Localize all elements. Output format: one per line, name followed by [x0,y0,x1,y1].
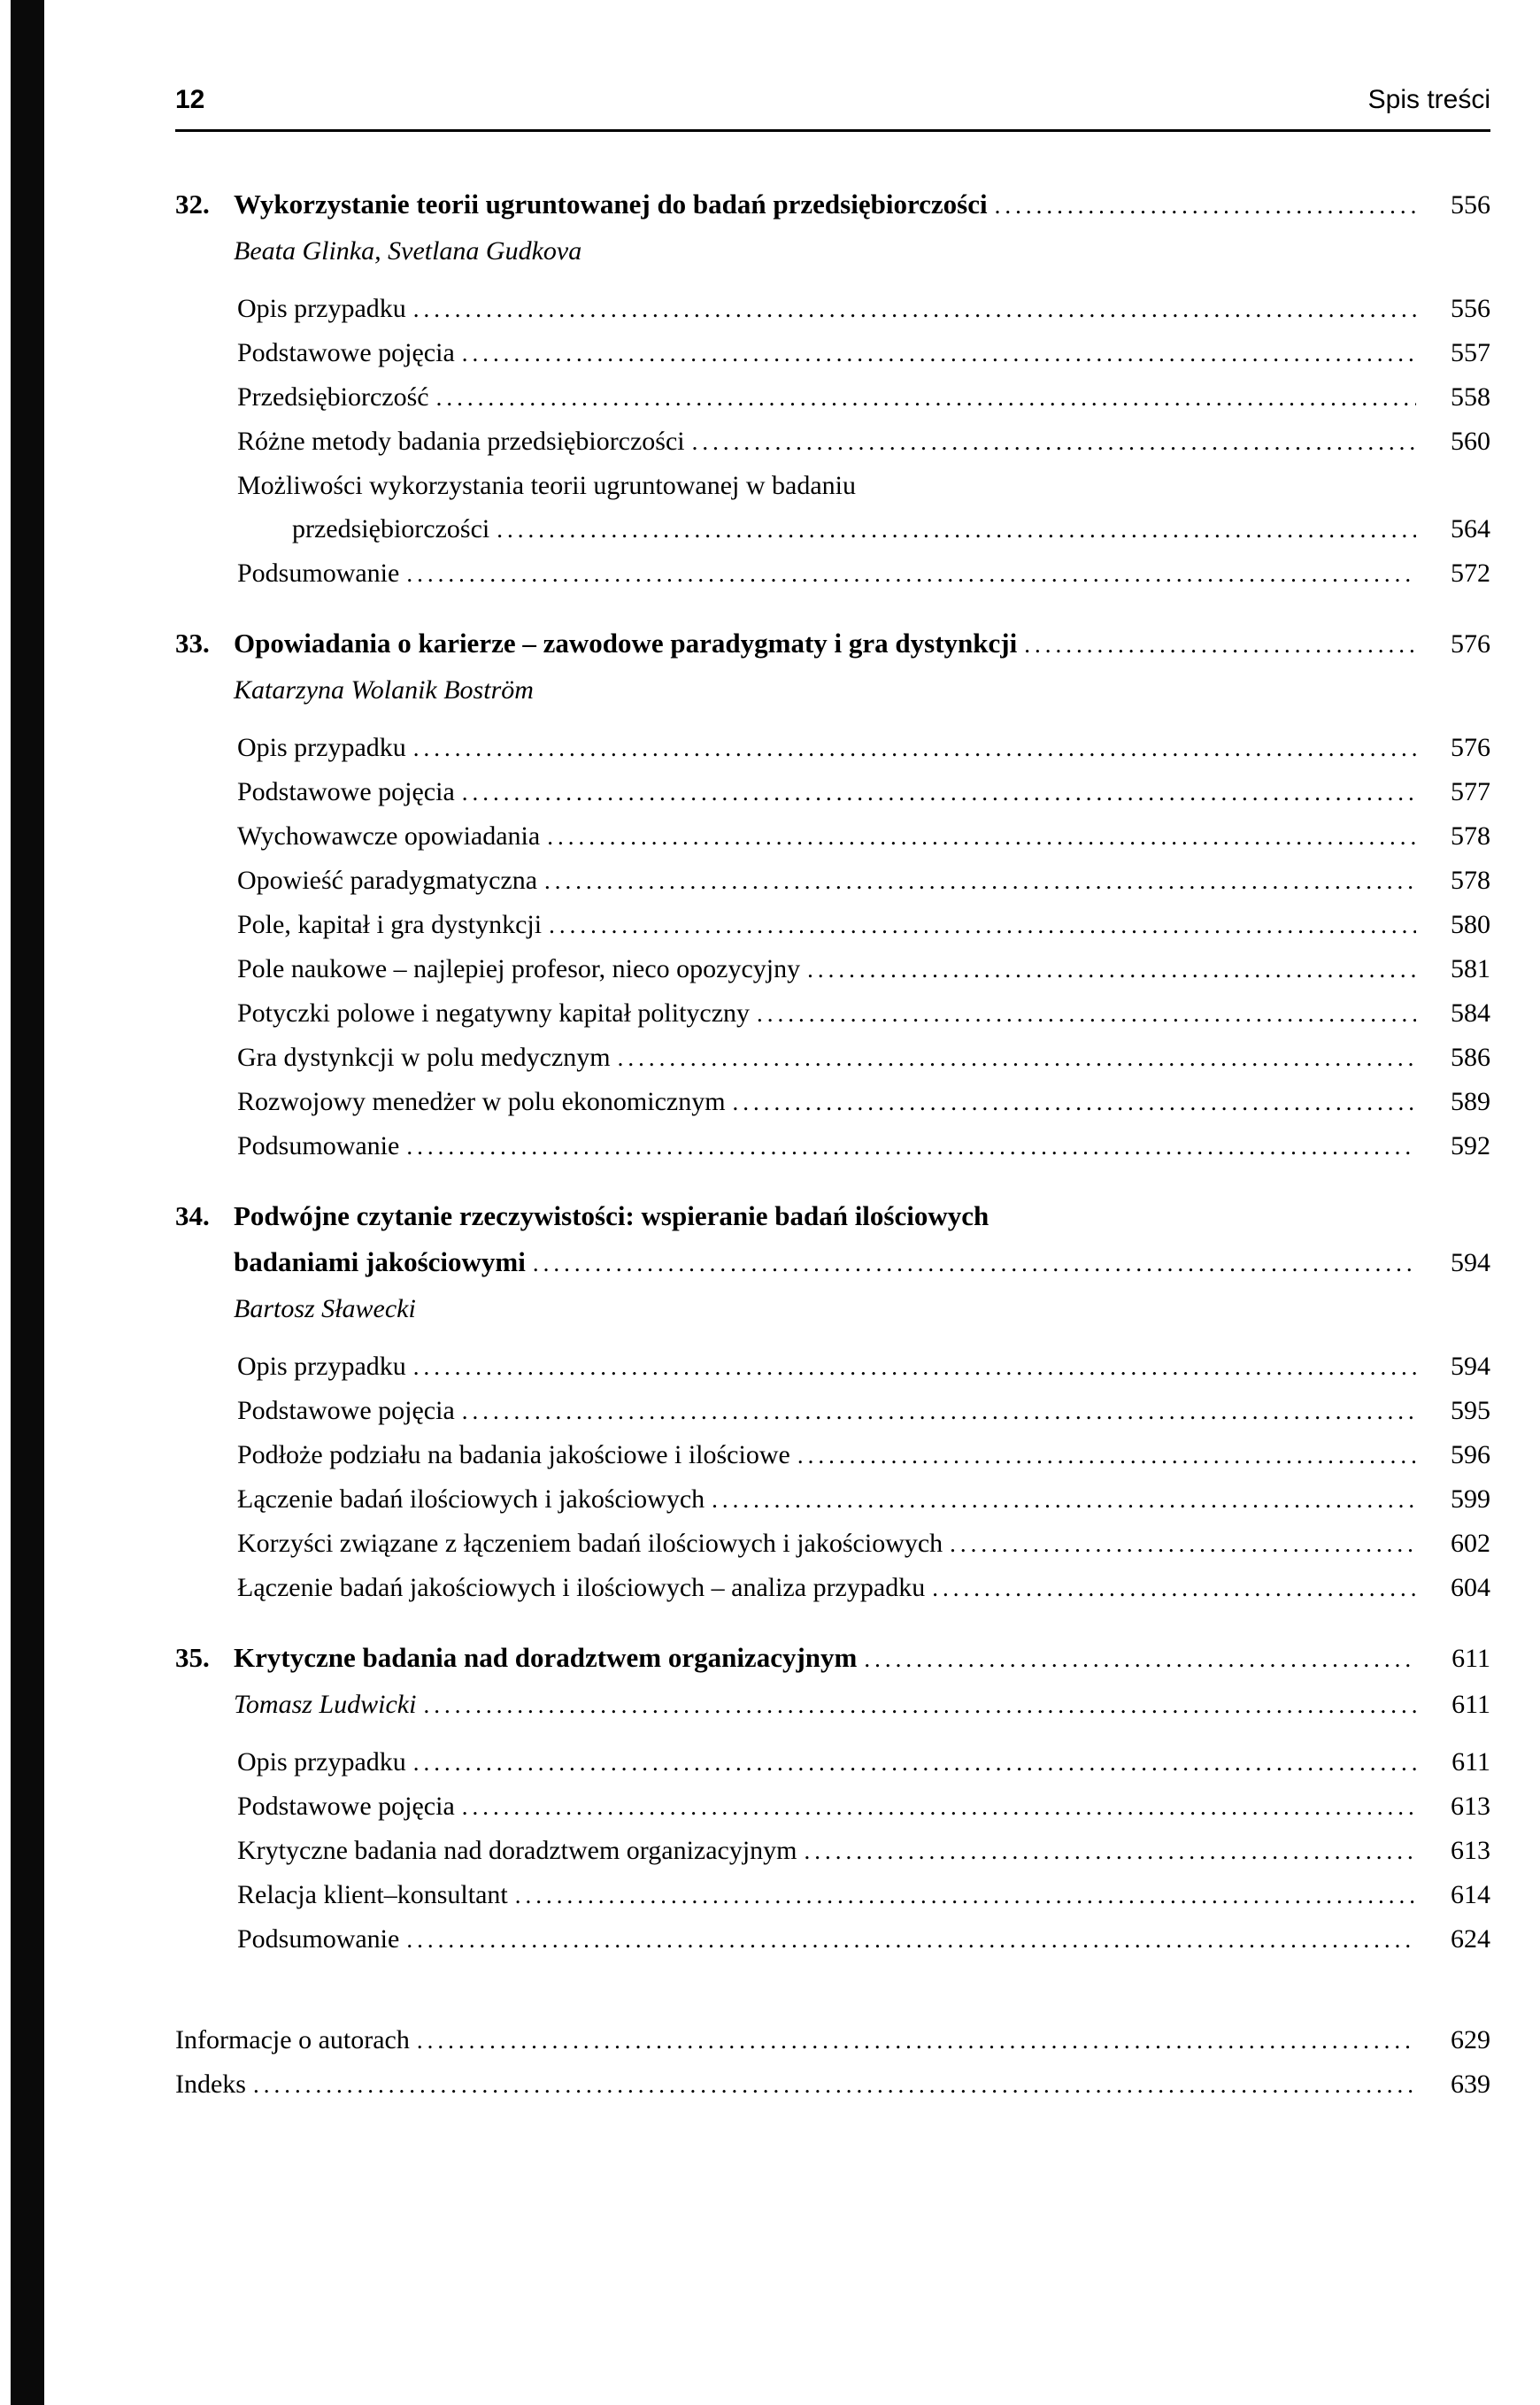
toc-entry [175,1784,1490,1829]
dot-leader [436,376,1416,420]
chapter-title-line-label: Krytyczne badania nad doradztwem organizacyjnym [234,1642,858,1673]
chapter-title-line-label: Wykorzystanie teorii ugruntowanej do badań przedsiębiorczości [234,189,988,220]
back-matter-entry [175,2062,1490,2107]
entry-page-number: 581 [1451,954,1490,983]
entry-page-number: 576 [1451,629,1490,659]
toc-entry [175,464,1490,507]
dot-leader [413,1741,1416,1784]
chapter-number: 35. [175,1642,210,1673]
entry-page-number: 558 [1451,382,1490,412]
toc-entry [175,903,1490,947]
toc-entry [175,814,1490,859]
entry-page-number: 611 [1451,1690,1490,1719]
toc-entry-label: Łączenie badań jakościowych i ilościowych – analiza przypadku [237,1573,926,1602]
entry-page-number: 578 [1451,866,1490,895]
dot-leader [533,1240,1416,1286]
chapter-title-line [175,1239,1490,1286]
chapter-author [175,1682,1490,1728]
toc-entry [175,1522,1490,1566]
toc-entry-label: Pole, kapitał i gra dystynkcji [237,910,543,939]
chapter-author [175,1286,1490,1332]
chapter-author-label: Bartosz Sławecki [234,1294,416,1323]
toc-chapter [175,1635,1490,1962]
toc-entry [175,1433,1490,1477]
chapter-entries [175,726,1490,1168]
dot-leader [413,288,1416,331]
entry-page-number: 596 [1451,1440,1490,1469]
entry-page-number: 586 [1451,1043,1490,1072]
dot-leader [253,2063,1416,2107]
chapter-number: 32. [175,189,210,220]
chapter-title-line [175,621,1490,667]
dot-leader [423,1682,1416,1728]
entry-page-number: 564 [1451,514,1490,543]
toc-entry-label: Przedsiębiorczość [237,382,429,412]
entry-page-number: 639 [1451,2070,1490,2099]
dot-leader [462,1785,1416,1829]
dot-leader [950,1522,1416,1566]
dot-leader [515,1874,1416,1917]
entry-page-number: 624 [1451,1924,1490,1954]
entry-page-number: 589 [1451,1087,1490,1116]
toc-entry [175,507,1490,551]
toc-entry-label: Krytyczne badania nad doradztwem organizacyjnym [237,1836,797,1865]
toc-entry-label: Podstawowe pojęcia [237,1396,455,1425]
toc-entry [175,1873,1490,1917]
toc-entry-label: Różne metody badania przedsiębiorczości [237,427,685,456]
chapter-title-line-label: badaniami jakościowymi [234,1246,526,1277]
header-title: Spis treści [1367,85,1490,114]
dot-leader [462,1390,1416,1433]
chapter-title-line-label: Podwójne czytanie rzeczywistości: wspieranie badań ilościowych [234,1200,989,1231]
toc-entry [175,375,1490,420]
dot-leader [417,2019,1416,2062]
toc-entry [175,1829,1490,1873]
dot-leader [807,948,1416,991]
scan-artifact-bar [11,0,44,2405]
dot-leader [549,904,1416,947]
toc-entry [175,331,1490,375]
dot-leader [618,1037,1416,1080]
entry-page-number: 613 [1451,1836,1490,1865]
toc-entry-label: Potyczki polowe i negatywny kapitał polityczny [237,998,751,1028]
toc-entry [175,1345,1490,1389]
dot-leader [547,815,1416,859]
entry-page-number: 613 [1451,1792,1490,1821]
toc-entry-label: Opis przypadku [237,1352,406,1381]
toc-entry-label: Wychowawcze opowiadania [237,821,541,851]
entry-page-number: 572 [1451,559,1490,588]
toc-chapter [175,1193,1490,1610]
toc-entry [175,991,1490,1036]
toc-entry [175,1477,1490,1522]
page-header [175,0,1490,132]
toc-entry [175,287,1490,331]
entry-page-number: 556 [1451,190,1490,220]
chapter-number: 33. [175,628,210,659]
entry-page-number: 602 [1451,1529,1490,1558]
toc-entry [175,1036,1490,1080]
toc-entry [175,1124,1490,1168]
dot-leader [805,1830,1416,1873]
entry-page-number: 584 [1451,998,1490,1028]
entry-page-number: 611 [1451,1747,1490,1777]
dot-leader [1024,621,1416,667]
toc-entry [175,1740,1490,1784]
dot-leader [497,508,1416,551]
dot-leader [864,1636,1416,1682]
entry-page-number: 592 [1451,1131,1490,1160]
toc-entry [175,1917,1490,1962]
toc-entry [175,551,1490,596]
chapter-title-line [175,1635,1490,1682]
entry-page-number: 578 [1451,821,1490,851]
toc-entry-label: Podstawowe pojęcia [237,777,455,806]
dot-leader [406,1125,1416,1168]
dot-leader [462,771,1416,814]
toc-entry-label: Korzyści związane z łączeniem badań ilościowych i jakościowych [237,1529,943,1558]
back-matter-entry-label: Informacje o autorach [175,2025,410,2054]
toc-entry-label: Opis przypadku [237,1747,406,1777]
entry-page-number: 560 [1451,427,1490,456]
toc-entry-label: Podsumowanie [237,559,400,588]
chapter-author-label: Beata Glinka, Svetlana Gudkova [234,236,582,266]
toc-entry-label: Możliwości wykorzystania teorii ugruntowanej w badaniu [237,471,856,500]
entry-page-number: 611 [1451,1644,1490,1673]
chapter-author [175,228,1490,274]
dot-leader [413,1345,1416,1389]
entry-page-number: 580 [1451,910,1490,939]
chapter-title-line [175,1193,1490,1239]
dot-leader [462,332,1416,375]
chapter-entries [175,287,1490,596]
entry-page-number: 595 [1451,1396,1490,1425]
toc-entry-label: Pole naukowe – najlepiej profesor, nieco opozycyjny [237,954,801,983]
toc-entry [175,726,1490,770]
entry-page-number: 556 [1451,294,1490,323]
toc-entry-label: Podstawowe pojęcia [237,1792,455,1821]
toc-entry [175,1566,1490,1610]
dot-leader [413,727,1416,770]
chapter-author-label: Tomasz Ludwicki [234,1690,417,1719]
toc-entry [175,947,1490,991]
toc [175,132,1490,2107]
dot-leader [544,859,1416,903]
chapter-title-line-label: Opowiadania o karierze – zawodowe paradygmaty i gra dystynkcji [234,628,1018,659]
entry-page-number: 594 [1451,1248,1490,1277]
toc-entry-label: Opis przypadku [237,294,406,323]
dot-leader [712,1478,1416,1522]
toc-entry-label: przedsiębiorczości [292,514,490,543]
toc-entry-label: Podsumowanie [237,1131,400,1160]
dot-leader [733,1081,1416,1124]
back-matter-entry [175,2018,1490,2062]
entry-page-number: 604 [1451,1573,1490,1602]
chapter-number: 34. [175,1200,210,1231]
chapter-author-label: Katarzyna Wolanik Boström [234,675,534,705]
toc-chapter [175,181,1490,596]
toc-entry [175,859,1490,903]
entry-page-number: 557 [1451,338,1490,367]
toc-entry-label: Gra dystynkcji w polu medycznym [237,1043,611,1072]
chapter-entries [175,1345,1490,1610]
entry-page-number: 576 [1451,733,1490,762]
back-matter-entry-label: Indeks [175,2070,246,2099]
toc-entry-label: Opowieść paradygmatyczna [237,866,538,895]
dot-leader [406,552,1416,596]
chapter-entries [175,1740,1490,1962]
entry-page-number: 629 [1451,2025,1490,2054]
page-number: 12 [175,85,205,114]
entry-page-number: 577 [1451,777,1490,806]
toc-entry-label: Podsumowanie [237,1924,400,1954]
dot-leader [692,420,1416,464]
chapter-author [175,667,1490,713]
toc-entry [175,420,1490,464]
entry-page-number: 594 [1451,1352,1490,1381]
toc-entry [175,1080,1490,1124]
toc-entry-label: Podłoże podziału na badania jakościowe i ilościowe [237,1440,790,1469]
entry-page-number: 599 [1451,1484,1490,1514]
toc-entry-label: Opis przypadku [237,733,406,762]
toc-entry-label: Relacja klient–konsultant [237,1880,508,1909]
toc-entry-label: Łączenie badań ilościowych i jakościowych [237,1484,705,1514]
dot-leader [797,1434,1416,1477]
dot-leader [406,1918,1416,1962]
chapter-title-line [175,181,1490,228]
toc-entry-label: Podstawowe pojęcia [237,338,455,367]
dot-leader [995,182,1416,228]
dot-leader [932,1567,1416,1610]
dot-leader [757,992,1416,1036]
entry-page-number: 614 [1451,1880,1490,1909]
toc-entry [175,1389,1490,1433]
toc-entry [175,770,1490,814]
toc-chapter [175,621,1490,1168]
back-matter [175,2018,1490,2107]
toc-page [175,0,1490,2107]
toc-entry-label: Rozwojowy menedżer w polu ekonomicznym [237,1087,726,1116]
